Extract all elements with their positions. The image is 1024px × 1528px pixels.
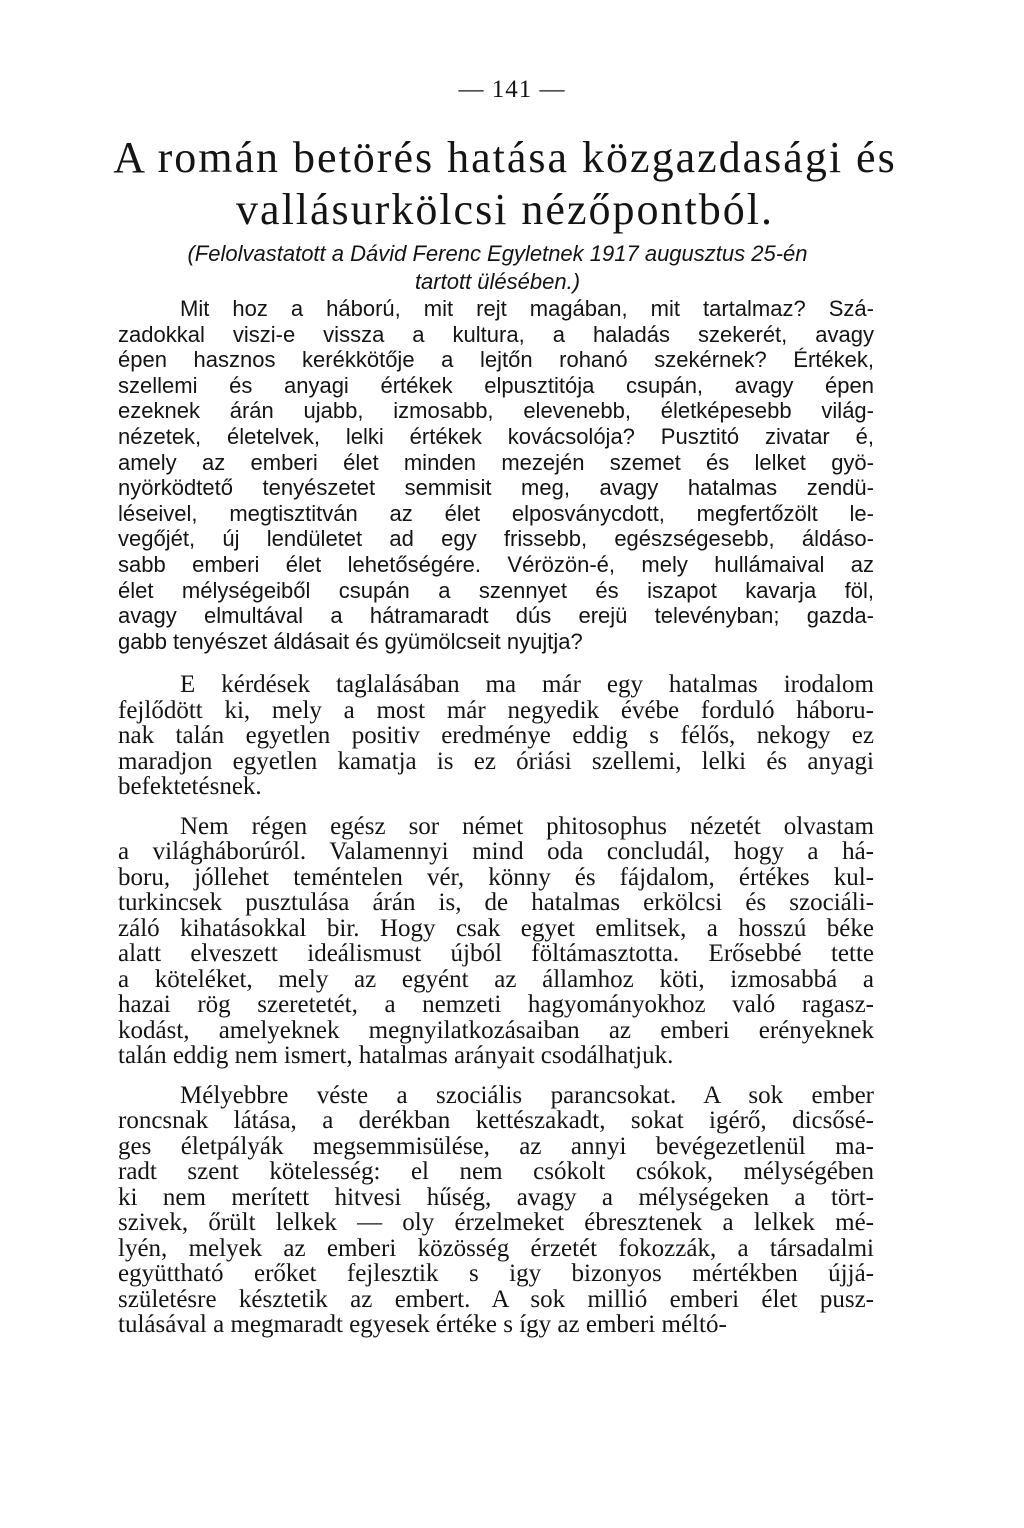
p1-line: nézetek, életelvek, lelki értékek kovácsolója? Pusztitó zivatar é,: [118, 423, 874, 449]
p3-line: turkincsek pusztulása árán is, de hatalmas erkölcsi és szociáli-: [118, 889, 874, 916]
p3-line: a világháborúról. Valamennyi mind oda concludál, hogy a há-: [118, 838, 874, 865]
p1-line: Mit hoz a háború, mit rejt magában, mit tartalmaz? Szá-: [180, 296, 874, 321]
p4-line: együttható erőket fejlesztik s igy bizonyos mértékben újjá-: [118, 1260, 874, 1287]
paragraph-2: [118, 672, 874, 800]
p1-line: amely az emberi élet minden mezején szemet és lelket gyö-: [118, 449, 874, 475]
p4-line: radt szent kötelesség: el nem csókolt csókok, mélységében: [118, 1158, 874, 1185]
subtitle-line-1: (Felolvastatott a Dávid Ferenc Egyletnek 1917 augusztus 25-én: [187, 241, 808, 266]
p1-line: avagy elmultával a hátramaradt dús erejü televényban; gazda-: [118, 603, 874, 629]
article-body-continued: [118, 672, 874, 1338]
title-line-1: A román betörés hatása közgazdasági és: [113, 133, 897, 182]
p1-line: épen hasznos kerékkötője a lejtőn rohanó szekérnek? Értékek,: [118, 347, 874, 373]
p4-line: születésre késztetik az embert. A sok millió emberi élet pusz-: [118, 1285, 874, 1313]
p2-line: E kérdések taglalásában ma már egy hatalmas irodalom: [180, 671, 874, 698]
subtitle-line-2: tartott ülésében.): [414, 269, 581, 294]
p3-line: hazai rög szeretetét, a nemzeti hagyományokhoz való ragasz-: [118, 991, 874, 1018]
p2-line: fejlődött ki, mely a most már negyedik évébe forduló háboru-: [118, 696, 874, 724]
p3-line: kodást, amelyeknek megnyilatkozásaiban az emberi erényeknek: [118, 1016, 874, 1044]
p4-line: Mélyebbre véste a szociális parancsokat. A sok ember: [180, 1081, 874, 1109]
paragraph-3: [118, 814, 874, 1069]
p4-line: tulásával a megmaradt egyesek értéke s így az emberi méltó-: [118, 1311, 727, 1338]
article-title: [110, 132, 900, 236]
p2-line: maradjon egyetlen kamatja is ez óriási szellemi, lelki és anyagi: [118, 747, 874, 775]
paragraph-4: [118, 1083, 874, 1338]
p2-line: nak talán egyetlen positiv eredménye eddig s félős, nekogy ez: [118, 722, 874, 749]
p3-line: alatt elveszett ideálismust újból föltámasztotta. Erősebbé tette: [118, 940, 874, 967]
p3-line: a köteléket, mely az egyént az államhoz köti, izmosabbá a: [118, 965, 874, 993]
p3-line: talán eddig nem ismert, hatalmas arányait csodálhatjuk.: [118, 1042, 674, 1069]
p1-line: ezeknek árán ujabb, izmosabb, elevenebb, életképesebb világ-: [118, 398, 874, 424]
p1-line: nyörködtető tenyészetet semmisit meg, avagy hatalmas zendü-: [118, 475, 874, 501]
p1-line: szellemi és anyagi értékek elpusztitója csupán, avagy épen: [118, 372, 874, 398]
p3-line: záló kihatásokkal bir. Hogy csak egyet emlitsek, a hosszú béke: [118, 914, 874, 942]
p4-line: ges életpályák megsemmisülése, az annyi bevégezetlenül ma-: [118, 1132, 874, 1160]
title-line-2: vallásurkölcsi nézőpontból.: [236, 185, 774, 234]
article-subtitle: [110, 240, 885, 296]
p1-line: élet mélységeiből csupán a szennyet és iszapot kavarja föl,: [118, 577, 874, 603]
p1-line: léseivel, megtisztitván az élet elposványcdott, megfertőzölt le-: [118, 500, 874, 526]
p4-line: szivek, őrült lelkek — oly érzelmeket ébresztenek a lelkek mé-: [118, 1209, 874, 1236]
p1-line: gabb tenyészet áldásait és gyümölcseit nyujtja?: [118, 628, 583, 654]
p4-line: roncsnak látása, a derékban kettészakadt, sokat igérő, dicsősé-: [118, 1107, 874, 1134]
p3-line: Nem régen egész sor német phitosophus nézetét olvastam: [180, 812, 874, 840]
p1-line: zadokkal viszi-e vissza a kultura, a haladás szekerét, avagy: [118, 321, 874, 347]
p4-line: lyén, melyek az emberi közösség érzetét fokozzák, a társadalmi: [118, 1234, 874, 1262]
p3-line: boru, jóllehet teméntelen vér, könny és fájdalom, értékes kul-: [118, 863, 874, 891]
p2-line: befektetésnek.: [118, 773, 262, 800]
p4-line: ki nem merített hitvesi hűség, avagy a mélységeken a tört-: [118, 1183, 874, 1211]
p1-line: vegőjét, új lendületet ad egy frissebb, egészségesebb, áldáso-: [118, 526, 874, 552]
article-body: [118, 296, 874, 654]
paragraph-1: [118, 296, 874, 654]
page-number: — 141 —: [458, 76, 566, 103]
p1-line: sabb emberi élet lehetőségére. Vérözön-é, mely hullámaival az: [118, 551, 874, 577]
